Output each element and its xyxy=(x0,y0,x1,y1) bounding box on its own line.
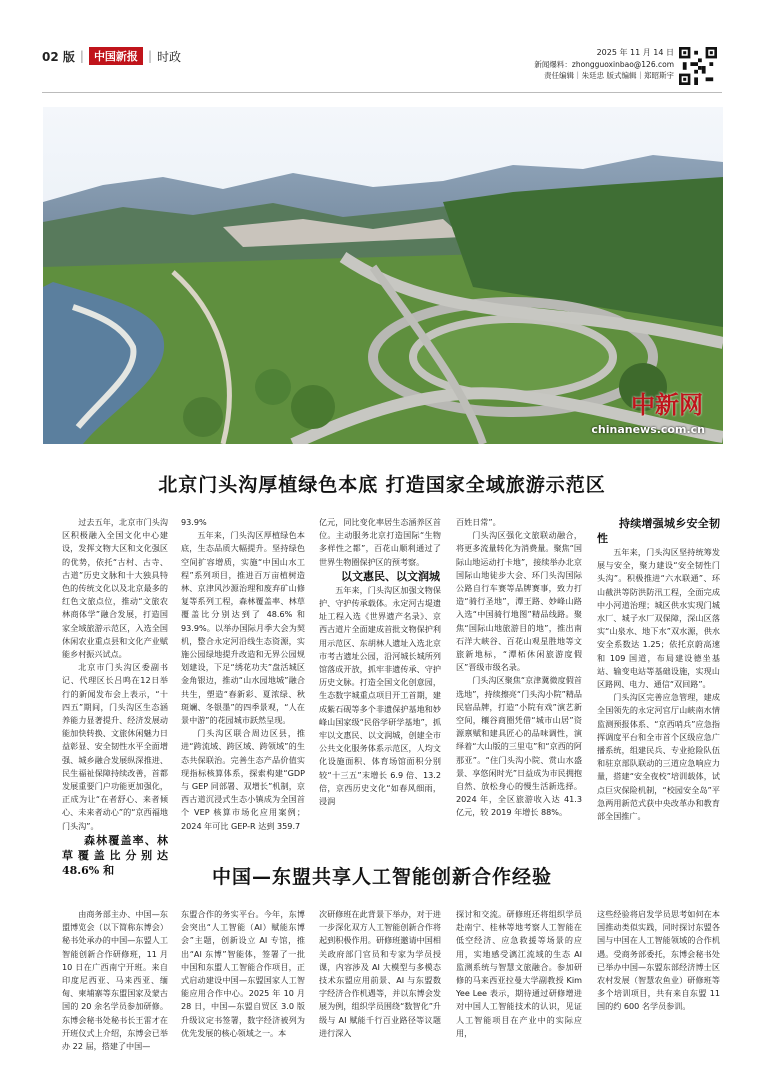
paragraph: 这些经验将启发学员思考如何在本国推动类似实践，同时探讨东盟各国与中国在人工智能领域的合作机遇。受商务部委托，东博会秘书处已举办中国—东盟东部经济博士区农村发展（智慧农鱼业）研修班等多个培训项目，共有来自东盟 11 国的约 600 名学员参训。 xyxy=(597,909,720,1012)
article1-column-4 xyxy=(456,516,582,820)
article2-column-4 xyxy=(456,908,582,1040)
paragraph: 东盟合作的务实平台。今年，东博会突出“人工智能（AI）赋能东博会”主题，创新设立 AI 专馆，推出“AI 东博”智能体，签署了一批中国和东盟人工智能合作项目，正式启动建设中国—东盟国家人工智能应用合作中心。2025 年 10 月 28 日，中国—东盟自贸区 3.0 版升级议定书签署，数字经济被列为优先发展的核心领域之一。本 xyxy=(181,909,305,1038)
paragraph: 五年来，门头沟区厚植绿色本底，生态品质大幅提升。坚持绿色空间扩容增质，实施“中国山水工程”系列项目，推进百万亩植树造林、京津风沙源治理和废弃矿山修复等系列工程，森林覆盖率、林草覆盖比分别达到了 48.6% 和 93.9%。以举办国际月季大会为契机，整合永定河沿线生态资源，实施公园绿地提升改造和无界公园规划建设，下足“绣花功夫”盘活城区金角银边，推动“山水园地城”融合共生，塑造“春新彩、夏浓绿、秋斑斓、冬银墨”的四季景观，“人在景中游”的花园城市跃然呈现。 xyxy=(181,530,305,726)
article1-column-1 xyxy=(62,516,168,878)
subheading: 森林覆盖率、林草覆盖比分别达 48.6% 和 xyxy=(62,833,168,877)
article2-headline: 中国—东盟共享人工智能创新合作经验 xyxy=(211,866,552,888)
watermark-logo: 中新网 xyxy=(631,390,703,419)
paragraph: 五年来，门头沟区加强文物保护、守护传承载体。永定河古堤遗址工程入选《世界遗产名录》、京西古道片全面建成首批文物保护利用示范区、东胡林人遗址入选北京市考古遗址公园，沿河城长城所列馆落成开放，抓牢非遗传承、守护历史文脉。打造全国文化创意园，生态数字城重点项目开工首期，建成紫石砚等多个非遗保护基地和妙峰山国家级“民俗学研学基地”，抓牢以文惠民、以文润城，创建全市公共文化服务体系示范区，人均文化设施面积、体育场馆面积分别较“十三五”末增长 6.9 倍、13.2 倍，京西历史文化“如春风细雨，浸润 xyxy=(319,584,441,807)
paragraph: 门头沟区聚焦“京津冀微度假首选地”，持续擦亮“门头沟小院”精品民宿品牌，打造“小院有戏”演艺新空间，穰谷商圈凭借“城市山居”资源禀赋和建具匠心的品味调性，演绎着“大山版的三里屯”和“京西的阿那亚”。“住门头沟小院、赏山水盛景、享悠闲时光”日益成为市民拥抱自然、放松身心的慢生活新选择。2024 年，全区旅游收入达 41.3 亿元，较 2019 年增长 88%。 xyxy=(456,675,582,818)
article2-column-1 xyxy=(62,908,168,1053)
paragraph: 由商务部主办、中国—东盟博览会（以下简称东博会）秘书处承办的中国—东盟人工智能创新合作研修班，11 月 10 日在广西南宁开班。来自印度尼西亚、马来西亚、缅甸、柬埔寨等东盟国家及蒙古国的 20 余名学员参加研修。东博会秘书处秘书长王雷才在开班仪式上介绍，东博会已举办 22 届，搭建了中国— xyxy=(62,909,168,1052)
paragraph: 五年来，门头沟区坚持统筹发展与安全，聚力建设“安全韧性门头沟”。积极推进“六水联通”、环山截洪等防洪防汛工程，全面完成中小河道治理；城区供水实现门城水厂、城子水厂双保障，深山区落实“山泉水、地下水”双水源，供水安全系数达 1.25；依托京蔚高速和 109 国道，布局建设德坐基站、输变电站等基础设施，实现山区路网、电力、通信“双回路”。 xyxy=(597,547,720,690)
article1-column-5 xyxy=(597,516,720,823)
paragraph: 过去五年，北京市门头沟区积极融入全国文化中心建设，发挥文物大区和文化强区的优势，依托“古村、古寺、古道”历史文脉和十大独具特色的传统文化以及北京最多的红色文旅点位，推动“文旅农林商体学”融合发展，打造国家全域旅游示范区，入选全国休闲农业重点县和文化产业赋能乡村振兴试点。 xyxy=(62,517,168,660)
news-hotline: 新闻爆料：zhongguoxinbao@126.com xyxy=(534,59,674,69)
paragraph: 93.9% xyxy=(181,517,207,527)
landscape-photo xyxy=(43,107,723,444)
article1-column-2 xyxy=(181,516,305,833)
masthead xyxy=(42,47,181,65)
divider: | xyxy=(79,49,84,63)
paragraph: 门头沟区联合周边区县，推进“跨流域、跨区域、跨领域”的生态共保联治。完善生态产品价值实现指标核算体系，探索构建“GDP 与 GEP 同部署、双增长”机制，京西古道沉浸式生态小镇成为全国首个 VEP 核算市场化应用案例；2024 年可比 GEP-R 达到 359.7 xyxy=(181,728,305,831)
subheading: 以文惠民、以文润城 xyxy=(341,569,440,583)
article1-headline: 北京门头沟厚植绿色本底 打造国家全域旅游示范区 xyxy=(158,474,606,496)
issue-date: 2025 年 11 月 14 日 xyxy=(596,48,674,57)
article2-column-5 xyxy=(597,908,720,1014)
paragraph: 亿元，同比变化率居生态涵养区首位。主动服务北京打造国际“生物多样性之都”，百花山顺利通过了世界生物圈保护区的预考察。 xyxy=(319,517,441,567)
article1-column-3 xyxy=(319,516,441,808)
paper-logo: 中国新报 xyxy=(89,47,143,65)
divider: | xyxy=(147,49,152,63)
paragraph: 门头沟区强化文旅联动融合，将更多流量转化为消费量。聚焦“国际山地运动打卡地”，接续举办北京国际山地徒步大会、环门头沟国际公路自行车赛等品牌赛事，致力打造“骑行圣地”，潭王路、妙峰山路入选“中国骑行地图”精品线路。聚焦“国际山地旅游目的地”，推出南石洋大峡谷、百花山观星胜地等文旅新地标，“潭柘休闲旅游度假区”晋级市级名录。 xyxy=(456,530,582,673)
paragraph: 百姓日常”。 xyxy=(456,517,501,527)
editor-credits: 责任编辑｜朱廷忠 版式编辑｜郑昭斯宇 xyxy=(544,71,674,80)
page-number: 02 版 xyxy=(42,49,75,64)
watermark-url: chinanews.com.cn xyxy=(591,423,705,436)
paragraph: 次研修班在此背景下举办，对于进一步深化双方人工智能创新合作将起到积极作用。研修班邀请中国相关政府部门官员和专家为学员授课，内容涉及 AI 大模型与多模态技术东盟应用前景、AI 与东盟数字经济合作机遇等，并以东博会发展为例，组织学员围绕“数智化”升级与 AI 赋能千行百业路径等议题进行深入 xyxy=(319,909,441,1038)
article2-column-2 xyxy=(181,908,305,1040)
subheading: 持续增强城乡安全韧性 xyxy=(597,517,720,545)
header-info xyxy=(534,47,674,82)
section-name: 时政 xyxy=(156,49,181,64)
qr-code-icon xyxy=(679,47,717,85)
paragraph: 门头沟区完善应急管理，建成全国领先的永定河官厅山峡南水情监测预报体系、“京西哨兵”应急指挥调度平台和全市首个区级应急广播系统，组建民兵、专业抢险队伍和驻京部队联动的三道应急响应力量，搭建“安全夜校”培训载体，试点巨灾保险机制，“校园安全岛”平急两用新范式获中央改革办和教育部全国推广。 xyxy=(597,692,720,822)
article2-column-3 xyxy=(319,908,441,1040)
header-rule xyxy=(42,92,722,93)
paragraph: 探讨和交流。研修班还将组织学员赴南宁、桂林等地考察人工智能在低空经济、应急救援等场景的应用，实地感受漓江流域的生态 AI 监测系统与智慧文旅融合。参加研修的马来西亚拉曼大学副教授 Kim Yee Lee 表示，期待通过研修增进对中国人工智能技术的认识，见证人工智能项目在产业中的实际应用， xyxy=(456,909,582,1038)
highway-valley-illustration xyxy=(43,107,723,444)
paragraph: 北京市门头沟区委副书记、代理区长吕鸣在12日举行的新闻发布会上表示，“十四五”期间，门头沟区生态涵养能力显著提升、经济发展动能加快转换、文旅休闲魅力日益彰显、安全韧性水平全面增强、城乡融合发展纵深推进、民生福祉保障持续改善，首都发展重要门户功能更加强化，正成为让“在者舒心、来者倾心、未来者动心”的“京西福地门头沟”。 xyxy=(62,662,168,831)
